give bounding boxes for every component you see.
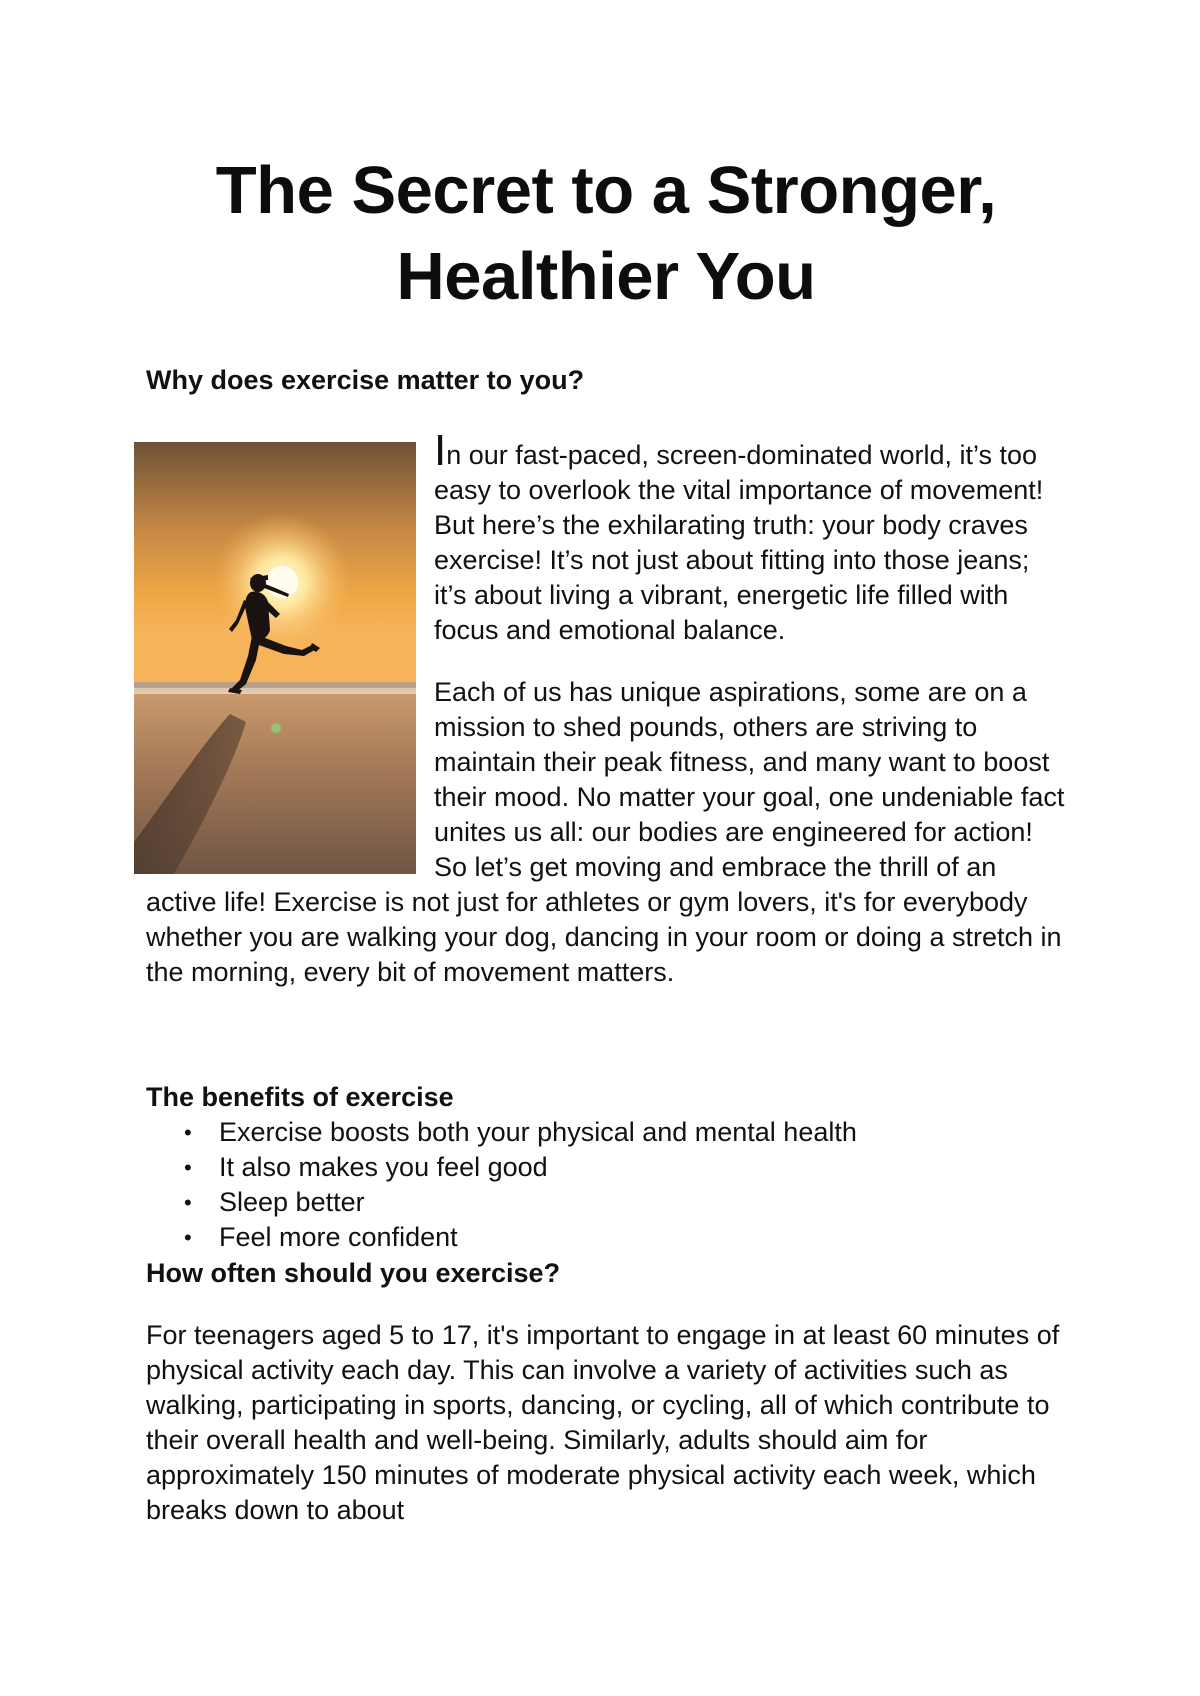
list-item [146,1185,857,1220]
bullet-icon: • [184,1120,192,1145]
intro-section [146,426,1066,990]
section-heading-why: Why does exercise matter to you? [146,365,585,395]
runner-sunset-image [134,442,416,874]
bullet-icon: • [184,1155,192,1180]
bullet-icon: • [184,1190,192,1215]
list-item-text: Sleep better [219,1187,365,1217]
benefits-list [146,1115,857,1255]
runner-sunset-photo [134,442,416,874]
section-heading-frequency: How often should you exercise? [146,1258,561,1288]
bullet-icon: • [184,1225,192,1250]
page-title: The Secret to a Stronger, Healthier You [215,153,997,314]
list-item-text: Feel more confident [219,1222,458,1252]
frequency-paragraph: For teenagers aged 5 to 17, it's important to engage in at least 60 minutes of physical activity each day. This can involve a variety of activities such as walking, participating in sports, dancing, or cycling, all of which contribute to their overall health and well-being. Similarly, adults should aim for approximately 150 minutes of moderate physical activity each week, which breaks down to about [146,1320,1060,1525]
list-item-text: It also makes you feel good [219,1152,548,1182]
list-item [146,1150,857,1185]
list-item [146,1220,857,1255]
intro-paragraph-1-text: n our fast-paced, screen-dominated world, it’s too easy to overlook the vital importance of movement! But here’s the exhilarating truth: your body craves exercise! It’s not just about fitting into those jeans; it’s about living a vibrant, energetic life filled with focus and emotional balance. [434,440,1044,645]
list-item-text: Exercise boosts both your physical and mental health [219,1117,857,1147]
intro-paragraph-2: Each of us has unique aspirations, some are on a mission to shed pounds, others are striving to maintain their peak fitness, and many want to boost their mood. No matter your goal, one undeniable fact unites us all: our bodies are engineered for action! So let’s get moving and embrace the thrill of an active life! Exercise is not just for athletes or gym lovers, it's for everybody whether you are walking your dog, dancing in your room or doing a stretch in the morning, every bit of movement matters. [146,677,1065,987]
drop-cap: I [434,426,447,475]
section-heading-benefits: The benefits of exercise [146,1082,454,1112]
list-item [146,1115,857,1150]
